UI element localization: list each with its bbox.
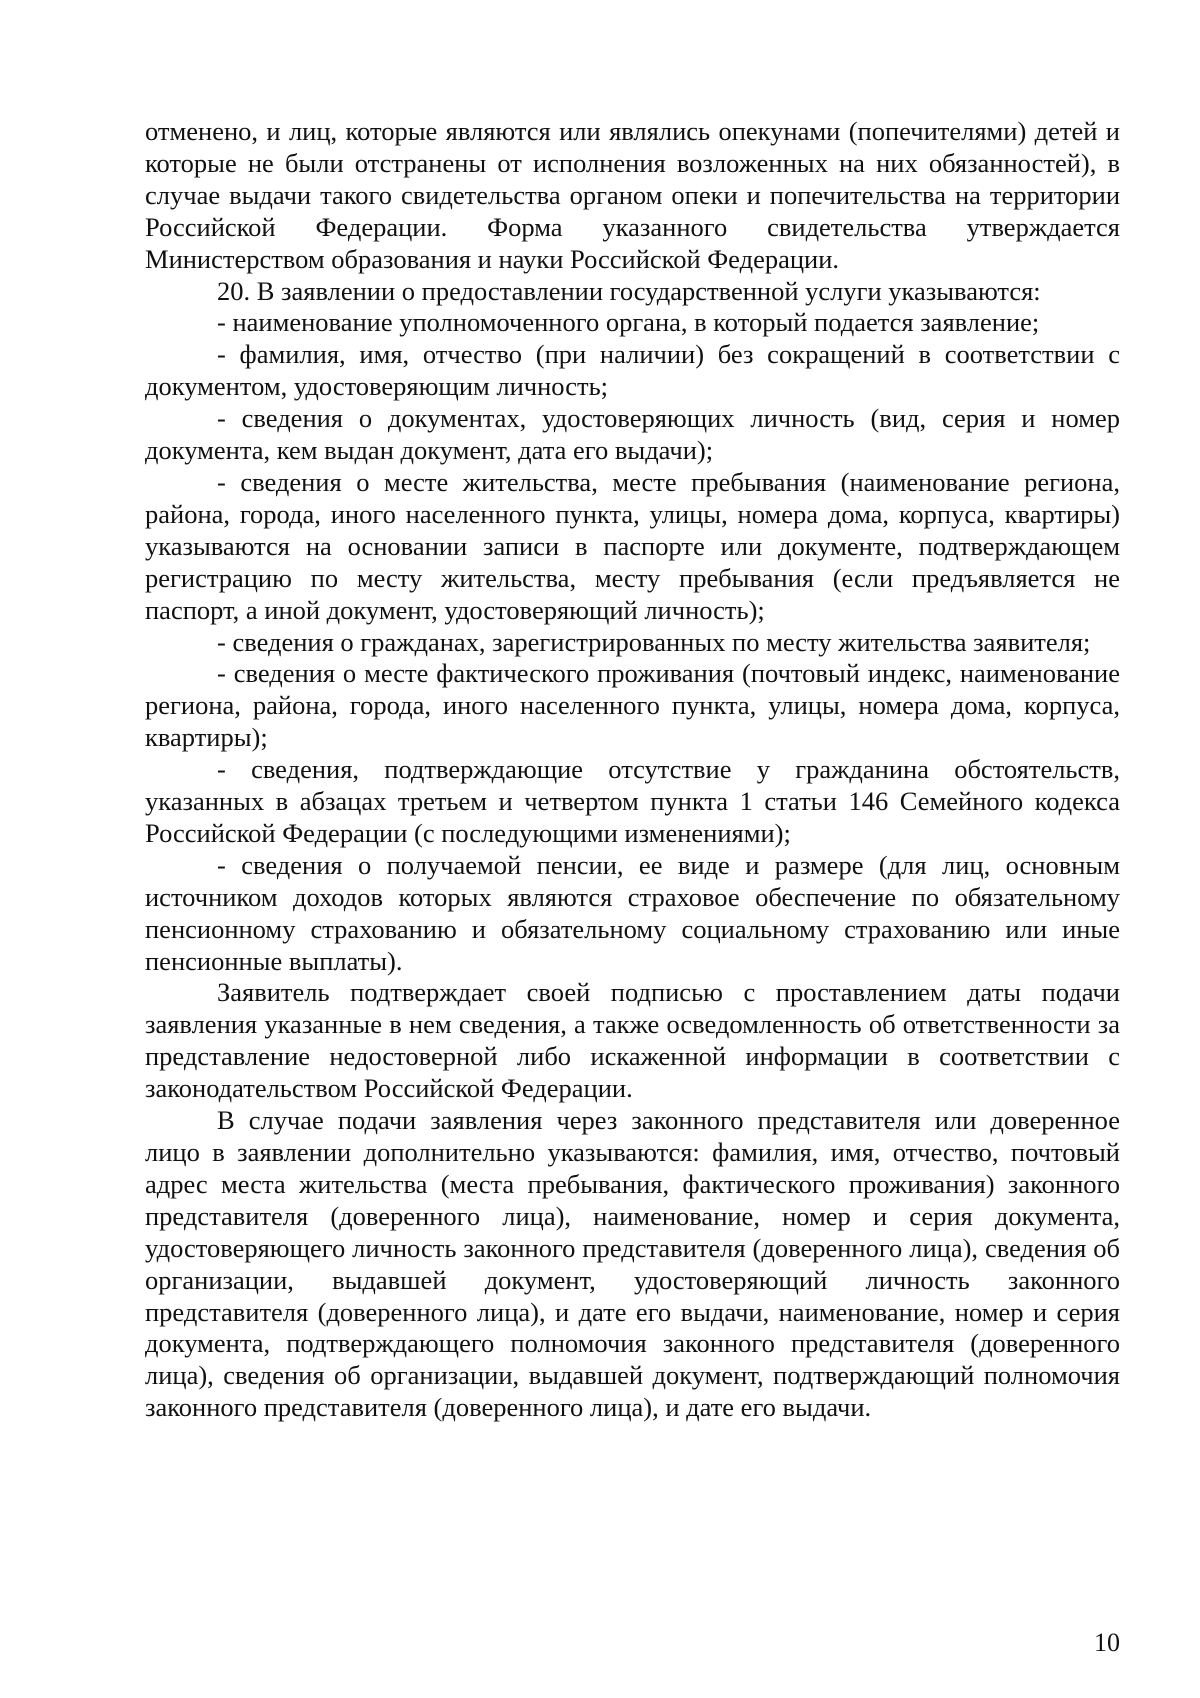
paragraph-identity-documents: - сведения о документах, удостоверяющих личность (вид, серия и номер документа, кем выдан документ, дата его выдачи);	[145, 403, 1120, 466]
paragraph-residence: - сведения о месте жительства, месте пребывания (наименование региона, района, города, иного населенного пункта, улицы, номера дома, корпуса, квартиры) указываются на основании записи в паспорте или документе, подтверждающем регистрацию по месту жительства, месту пребывания (если предъявляется не паспорт, а иной документ, удостоверяющий личность);	[145, 466, 1120, 625]
paragraph-circumstances: - сведения, подтверждающие отсутствие у гражданина обстоятельств, указанных в абзацах третьем и четвертом пункта 1 статьи 146 Семейного кодекса Российской Федерации (с последующими изменениями);	[145, 754, 1120, 848]
paragraph-item-20: 20. В заявлении о предоставлении государственной услуги указываются:	[217, 275, 1041, 306]
document-body	[145, 116, 1120, 1424]
paragraph-authority-name: - наименование уполномоченного органа, в который подается заявление;	[217, 307, 1040, 338]
paragraph-representative: В случае подачи заявления через законного представителя или доверенное лицо в заявлении дополнительно указываются: фамилия, имя, отчество, почтовый адрес места жительства (места пребывания, фактического проживания) законного представителя (доверенного лица), наименование, номер и серия документа, удостоверяющего личность законного представителя (доверенного лица), сведения об организации, выдавшей документ, удостоверяющий личность законного представителя (доверенного лица), и дате его выдачи, наименование, номер и серия документа, подтверждающего полномочия законного представителя (доверенного лица), сведения об организации, выдавшей документ, подтверждающий полномочия законного представителя (доверенного лица), и дате его выдачи.	[145, 1105, 1120, 1423]
page-number: 10	[1094, 1628, 1120, 1657]
paragraph-full-name: - фамилия, имя, отчество (при наличии) без сокращений в соответствии с документом, удостоверяющим личность;	[145, 339, 1120, 402]
paragraph-applicant-signature: Заявитель подтверждает своей подписью с проставлением даты подачи заявления указанные в нем сведения, а также осведомленность об ответственности за представление недостоверной либо искаженной информации в соответствии с законодательством Российской Федерации.	[145, 977, 1120, 1104]
paragraph-pension: - сведения о получаемой пенсии, ее виде и размере (для лиц, основным источником доходов которых являются страховое обеспечение по обязательному пенсионному страхованию и обязательному социальному страхованию или иные пенсионные выплаты).	[145, 849, 1120, 976]
paragraph-continuation: отменено, и лиц, которые являются или являлись опекунами (попечителями) детей и которые не были отстранены от исполнения возложенных на них обязанностей), в случае выдачи такого свидетельства органом опеки и попечительства на территории Российской Федерации. Форма указанного свидетельства утверждается Министерством образования и науки Российской Федерации.	[145, 116, 1120, 274]
paragraph-registered-citizens: - сведения о гражданах, зарегистрированных по месту жительства заявителя;	[217, 626, 1091, 657]
paragraph-actual-residence: - сведения о месте фактического проживания (почтовый индекс, наименование региона, района, города, иного населенного пункта, улицы, номера дома, корпуса, квартиры);	[145, 658, 1120, 753]
